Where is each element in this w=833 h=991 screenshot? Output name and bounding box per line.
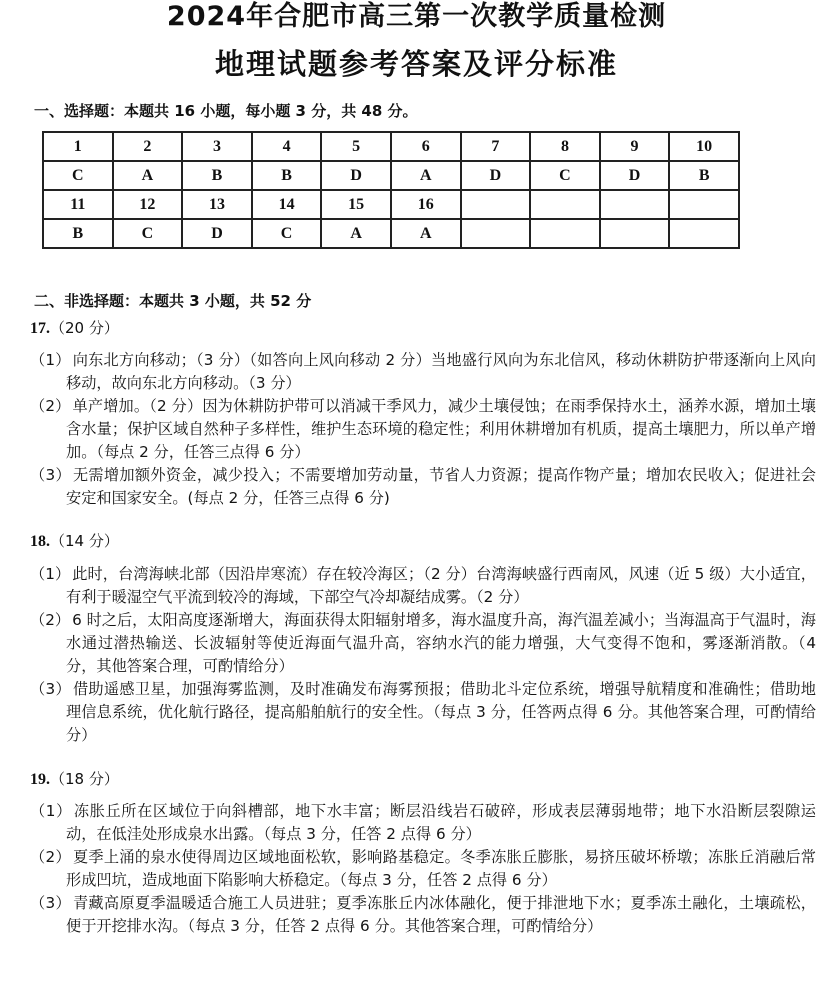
answer-cell: A [391, 161, 461, 190]
answer-cell: A [391, 219, 461, 248]
item-number: （2） [30, 848, 71, 866]
item-number: （2） [30, 611, 71, 629]
question-number-cell: 3 [182, 132, 252, 161]
question-number-cell: 9 [600, 132, 670, 161]
item-text: 夏季上涌的泉水使得周边区域地面松软，影响路基稳定。冬季冻胀丘膨胀，易挤压破坏桥墩；冻胀丘消融后常形成凹坑，造成地面下陷影响大桥稳定。（每点 3 分，任答 2 点得 6 分） [66, 848, 816, 889]
item-number: （3） [30, 466, 71, 484]
question-number: 19. [30, 771, 50, 788]
answer-item [30, 892, 816, 938]
answer-cell: A [321, 219, 391, 248]
question-number-cell: 7 [461, 132, 531, 161]
item-text: 此时，台湾海峡北部（因沿岸寒流）存在较冷海区；（2 分）台湾海峡盛行西南风，风速（近 5 级）大小适宜，有利于暖湿空气平流到较冷的海域，下部空气冷却凝结成雾。（2 分） [66, 565, 816, 606]
answer-cell [530, 219, 600, 248]
answer-item [30, 563, 816, 609]
answer-cell: A [113, 161, 183, 190]
question-18-heading [30, 530, 119, 551]
item-number: （1） [30, 802, 72, 820]
answer-cell: C [530, 161, 600, 190]
question-number: 17. [30, 320, 50, 337]
answer-item [30, 846, 816, 892]
section-1-heading: 一、选择题：本题共 16 小题，每小题 3 分，共 48 分。 [34, 102, 418, 120]
question-number-cell: 6 [391, 132, 461, 161]
answer-cell [669, 219, 739, 248]
answer-cell [461, 219, 531, 248]
question-number-cell: 11 [43, 190, 113, 219]
item-number: （3） [30, 680, 71, 698]
question-number-cell [600, 190, 670, 219]
item-number: （1） [30, 351, 71, 369]
item-text: 冻胀丘所在区域位于向斜槽部，地下水丰富；断层沿线岩石破碎，形成表层薄弱地带；地下水沿断层裂隙运动，在低洼处形成泉水出露。（每点 3 分，任答 2 点得 6 分） [66, 802, 816, 843]
answer-item [30, 800, 816, 846]
answer-cell: B [252, 161, 322, 190]
question-number-row [43, 132, 739, 161]
question-points: （20 分） [50, 319, 119, 337]
item-number: （1） [30, 565, 71, 583]
question-number-cell: 5 [321, 132, 391, 161]
answer-cell: C [43, 161, 113, 190]
question-number-row [43, 190, 739, 219]
question-points: （14 分） [50, 532, 119, 550]
answer-cell: B [43, 219, 113, 248]
item-number: （3） [30, 894, 71, 912]
question-number-cell [669, 190, 739, 219]
question-17-heading [30, 317, 119, 338]
answer-item [30, 464, 816, 510]
answer-cell: B [669, 161, 739, 190]
answer-item [30, 678, 816, 747]
answer-cell: C [113, 219, 183, 248]
item-number: （2） [30, 397, 71, 415]
question-number-cell: 14 [252, 190, 322, 219]
question-19-heading [30, 768, 119, 789]
exam-title: 2024年合肥市高三第一次教学质量检测 [166, 1, 667, 32]
answer-cell: B [182, 161, 252, 190]
answer-cell: D [182, 219, 252, 248]
answer-row [43, 219, 739, 248]
question-number: 18. [30, 533, 50, 550]
question-number-cell: 10 [669, 132, 739, 161]
answer-item [30, 609, 816, 678]
question-number-cell: 16 [391, 190, 461, 219]
answer-cell: D [600, 161, 670, 190]
question-points: （18 分） [50, 770, 119, 788]
answer-row [43, 161, 739, 190]
item-text: 无需增加额外资金，减少投入；不需要增加劳动量，节省人力资源；提高作物产量；增加农民收入；促进社会安定和国家安全。(每点 2 分，任答三点得 6 分) [66, 466, 816, 507]
question-number-cell: 2 [113, 132, 183, 161]
item-text: 青藏高原夏季温暖适合施工人员进驻；夏季冻胀丘内冰体融化，便于排泄地下水；夏季冻土融化，土壤疏松，便于开挖排水沟。（每点 3 分，任答 2 点得 6 分。其他答案合理，可酌情给分） [66, 894, 816, 935]
question-number-cell: 1 [43, 132, 113, 161]
answer-cell [600, 219, 670, 248]
answer-cell: D [461, 161, 531, 190]
item-text: 借助遥感卫星，加强海雾监测，及时准确发布海雾预报；借助北斗定位系统，增强导航精度和准确性；借助地理信息系统，优化航行路径，提高船舶航行的安全性。（每点 3 分，任答两点得 6 分。其他答案合理，可酌情给分） [66, 680, 816, 744]
document-title: 地理试题参考答案及评分标准 [214, 47, 618, 81]
question-number-cell [530, 190, 600, 219]
question-number-cell [461, 190, 531, 219]
answer-cell: D [321, 161, 391, 190]
section-2-heading: 二、非选择题：本题共 3 小题，共 52 分 [34, 292, 312, 310]
item-text: 6 时之后，太阳高度逐渐增大，海面获得太阳辐射增多，海水温度升高，海汽温差减小；当海温高于气温时，海水通过潜热输送、长波辐射等使近海面气温升高，容纳水汽的能力增强，大气变得不饱和，雾逐渐消散。（4 分，其他答案合理，可酌情给分） [66, 611, 816, 675]
item-text: 向东北方向移动；（3 分）（如答向上风向移动 2 分）当地盛行风向为东北信风，移动休耕防护带逐渐向上风向移动，故向东北方向移动。（3 分） [66, 351, 816, 392]
question-number-cell: 15 [321, 190, 391, 219]
answer-item [30, 349, 816, 395]
answer-cell: C [252, 219, 322, 248]
answer-table [42, 131, 740, 249]
answer-item [30, 395, 816, 464]
question-number-cell: 8 [530, 132, 600, 161]
question-number-cell: 13 [182, 190, 252, 219]
question-number-cell: 4 [252, 132, 322, 161]
question-number-cell: 12 [113, 190, 183, 219]
item-text: 单产增加。（2 分）因为休耕防护带可以消减干季风力，减少土壤侵蚀；在雨季保持水土，涵养水源，增加土壤含水量；保护区域自然种子多样性，维护生态环境的稳定性；利用休耕增加有机质，提高土壤肥力，所以单产增加。（每点 2 分，任答三点得 6 分） [66, 397, 816, 461]
